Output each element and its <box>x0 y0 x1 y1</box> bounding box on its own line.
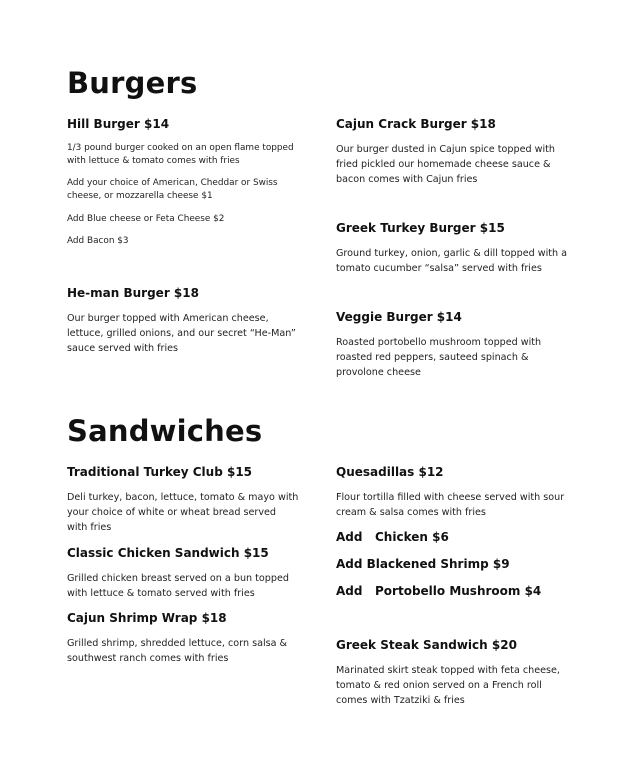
quesadillas-add-shrimp: Add Blackened Shrimp $9 <box>336 557 510 571</box>
sandwiches-heading: Sandwiches <box>67 414 263 448</box>
greek-turkey-burger-description: Ground turkey, onion, garlic & dill topped with a tomato cucumber “salsa” served with fries <box>336 248 568 274</box>
cajun-crack-burger-title: Cajun Crack Burger $18 <box>336 117 496 131</box>
greek-steak-sandwich-title: Greek Steak Sandwich $20 <box>336 638 517 652</box>
greek-turkey-burger-title: Greek Turkey Burger $15 <box>336 221 505 235</box>
quesadillas-description: Flour tortilla filled with cheese served with sour cream & salsa comes with fries <box>336 492 565 518</box>
hill-burger-bacon-option: Add Bacon $3 <box>67 236 129 246</box>
quesadillas-title: Quesadillas $12 <box>336 465 444 479</box>
chicken-sandwich-title: Classic Chicken Sandwich $15 <box>67 546 269 560</box>
quesadillas-add-chicken: Add Chicken $6 <box>336 530 449 544</box>
quesadillas-add-mushroom: Add Portobello Mushroom $4 <box>336 584 542 598</box>
veggie-burger-description: Roasted portobello mushroom topped with roasted red peppers, sauteed spinach & provolone cheese <box>336 337 542 378</box>
greek-steak-sandwich-description: Marinated skirt steak topped with feta cheese, tomato & red onion served on a French roll comes with Tzatziki & fries <box>336 665 560 706</box>
hill-burger-description: 1/3 pound burger cooked on an open flame topped with lettuce & tomato comes with fries <box>67 143 294 166</box>
heman-burger-title: He-man Burger $18 <box>67 286 199 300</box>
heman-burger-description: Our burger topped with American cheese, lettuce, grilled onions, and our secret “He-Man” sauce served with fries <box>67 313 296 354</box>
burgers-heading: Burgers <box>67 66 198 100</box>
shrimp-wrap-description: Grilled shrimp, shredded lettuce, corn salsa & southwest ranch comes with fries <box>67 638 288 664</box>
hill-burger-cheese-option: Add your choice of American, Cheddar or Swiss cheese, or mozzarella cheese $1 <box>67 178 278 201</box>
hill-burger-title: Hill Burger $14 <box>67 117 170 131</box>
chicken-sandwich-description: Grilled chicken breast served on a bun topped with lettuce & tomato served with fries <box>67 573 289 599</box>
veggie-burger-title: Veggie Burger $14 <box>336 310 462 324</box>
cajun-crack-burger-description: Our burger dusted in Cajun spice topped with fried pickled our homemade cheese sauce & bacon comes with Cajun fries <box>336 144 555 185</box>
shrimp-wrap-title: Cajun Shrimp Wrap $18 <box>67 611 227 625</box>
turkey-club-title: Traditional Turkey Club $15 <box>67 465 253 479</box>
hill-burger-premium-cheese-option: Add Blue cheese or Feta Cheese $2 <box>67 214 225 224</box>
turkey-club-description: Deli turkey, bacon, lettuce, tomato & mayo with your choice of white or wheat bread served with fries <box>67 492 299 533</box>
